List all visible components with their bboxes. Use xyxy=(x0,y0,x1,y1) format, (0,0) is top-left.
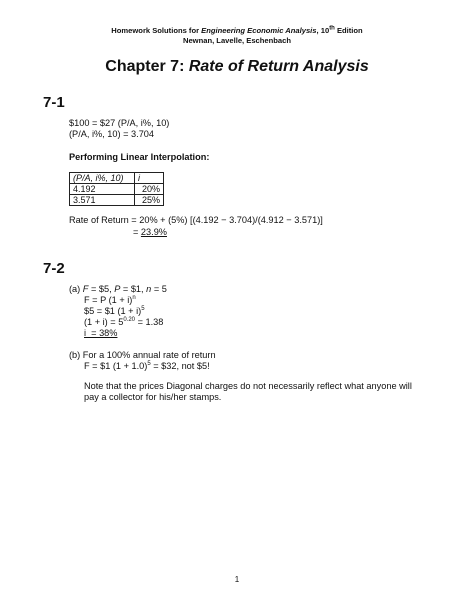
equation-line: (P/A, i%, 10) = 3.704 xyxy=(69,129,155,139)
table-row xyxy=(70,195,164,206)
table-header-cell: i xyxy=(135,173,164,184)
header-line-1: Homework Solutions for Engineering Economic Analysis, 10th Edition xyxy=(111,25,363,35)
part-b-line: (b) For a 100% annual rate of return xyxy=(69,350,216,360)
book-title: Engineering Economic Analysis xyxy=(201,26,317,35)
header-line-2: Newnan, Lavelle, Eschenbach xyxy=(182,36,292,45)
table-row xyxy=(70,184,164,195)
interpolation-table xyxy=(69,172,164,206)
note-line: pay a collector for his/her stamps. xyxy=(84,392,222,402)
equation-line: $(1 + i) = 5^{0.20} = 1.38$ xyxy=(84,316,164,327)
page-number: 1 xyxy=(234,575,240,584)
part-a-answer: i = 38% xyxy=(84,328,118,338)
table-cell: 3.571 xyxy=(70,195,135,206)
section-heading-7-2: 7-2 xyxy=(43,260,65,277)
part-a-given: (a) F = $5, P = $1, n = 5 xyxy=(69,284,167,294)
interpolation-heading: Performing Linear Interpolation: xyxy=(69,152,210,162)
table-header-cell: (P/A, i%, 10) xyxy=(70,173,135,184)
equation-line: F = P $(1 + i)^n$ xyxy=(84,294,136,305)
note-line: Note that the prices Diagonal charges do not necessarily reflect what anyone will xyxy=(84,381,412,391)
table-cell: 25% xyxy=(135,195,164,206)
table-cell: 20% xyxy=(135,184,164,195)
rate-of-return-result: = 23.9% xyxy=(133,227,167,237)
chapter-title: Chapter 7: Rate of Return Analysis xyxy=(105,58,369,75)
equation-line: $5 = $1 $(1 + i)^5$ xyxy=(84,305,145,316)
part-b-equation: F = $1 $(1 + 1.0)^5$ = $32, not $5! xyxy=(84,360,210,371)
table-cell: 4.192 xyxy=(70,184,135,195)
table-header-row xyxy=(70,173,164,184)
section-heading-7-1: 7-1 xyxy=(43,94,65,111)
equation-line: $100 = $27 (P/A, i%, 10) xyxy=(69,118,170,128)
rate-of-return-line: Rate of Return = 20% + (5%) [(4.192 − 3.704)/(4.912 − 3.571)] xyxy=(69,215,323,225)
